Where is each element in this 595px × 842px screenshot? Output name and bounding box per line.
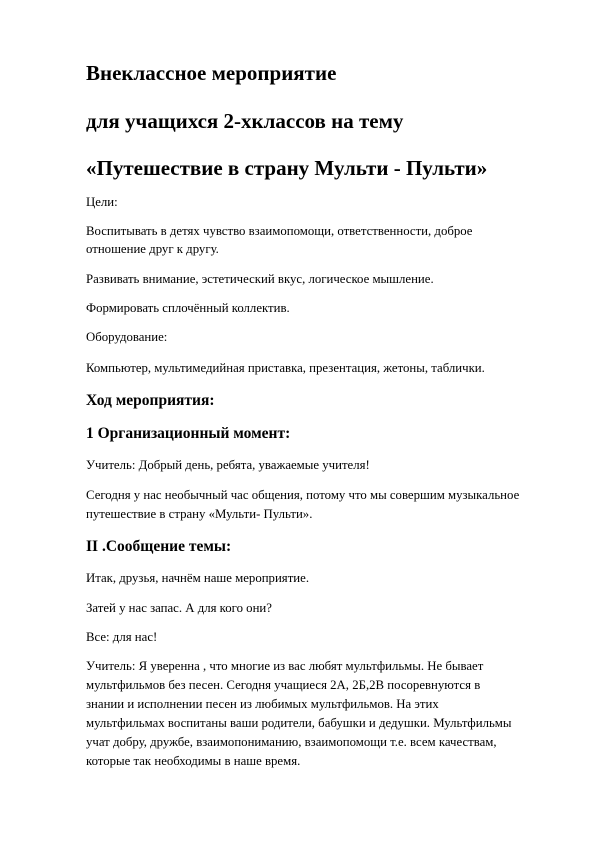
heading-course: Ход мероприятия: bbox=[86, 392, 215, 409]
topic-paragraph-1: Итак, друзья, начнём наше мероприятие. bbox=[86, 571, 310, 585]
title-line-3: «Путешествие в страну Мульти - Пульти» bbox=[86, 156, 488, 180]
org-paragraph-2-line-2: путешествие в страну «Мульти- Пульти». bbox=[86, 507, 313, 521]
goal-1-line-1: Воспитывать в детях чувство взаимопомощи, ответственности, доброе bbox=[86, 224, 473, 238]
equipment-text: Компьютер, мультимедийная приставка, презентация, жетоны, таблички. bbox=[86, 361, 485, 375]
topic-paragraph-4-line-5: учат добру, дружбе, взаимопониманию, взаимопомощи т.е. всем качествам, bbox=[86, 735, 497, 749]
topic-paragraph-2: Затей у нас запас. А для кого они? bbox=[86, 601, 272, 615]
equipment-label: Оборудование: bbox=[86, 330, 168, 344]
topic-paragraph-4-line-4: мультфильмах воспитаны ваши родители, бабушки и дедушки. Мультфильмы bbox=[86, 716, 512, 730]
topic-paragraph-4-line-1: Учитель: Я уверенна , что многие из вас любят мультфильмы. Не бывает bbox=[86, 659, 484, 673]
heading-topic: II .Сообщение темы: bbox=[86, 538, 232, 555]
topic-paragraph-4-line-6: которые так необходимы в наше время. bbox=[86, 754, 301, 768]
goal-1-line-2: отношение друг к другу. bbox=[86, 242, 219, 256]
title-line-2: для учащихся 2-хклассов на тему bbox=[86, 109, 404, 133]
title-line-1: Внеклассное мероприятие bbox=[86, 61, 337, 85]
org-paragraph-1: Учитель: Добрый день, ребята, уважаемые учителя! bbox=[86, 458, 370, 472]
topic-paragraph-4-line-2: мультфильмов без песен. Сегодня учащиеся 2А, 2Б,2В посоревнуются в bbox=[86, 678, 481, 692]
goals-label: Цели: bbox=[86, 195, 118, 209]
topic-paragraph-3: Все: для нас! bbox=[86, 630, 158, 644]
org-paragraph-2-line-1: Сегодня у нас необычный час общения, потому что мы совершим музыкальное bbox=[86, 488, 520, 502]
topic-paragraph-4-line-3: знании и исполнении песен из любимых мультфильмов. На этих bbox=[86, 697, 439, 711]
goal-2: Развивать внимание, эстетический вкус, логическое мышление. bbox=[86, 272, 434, 286]
goal-3: Формировать сплочённый коллектив. bbox=[86, 301, 290, 315]
heading-organizational: 1 Организационный момент: bbox=[86, 425, 291, 442]
